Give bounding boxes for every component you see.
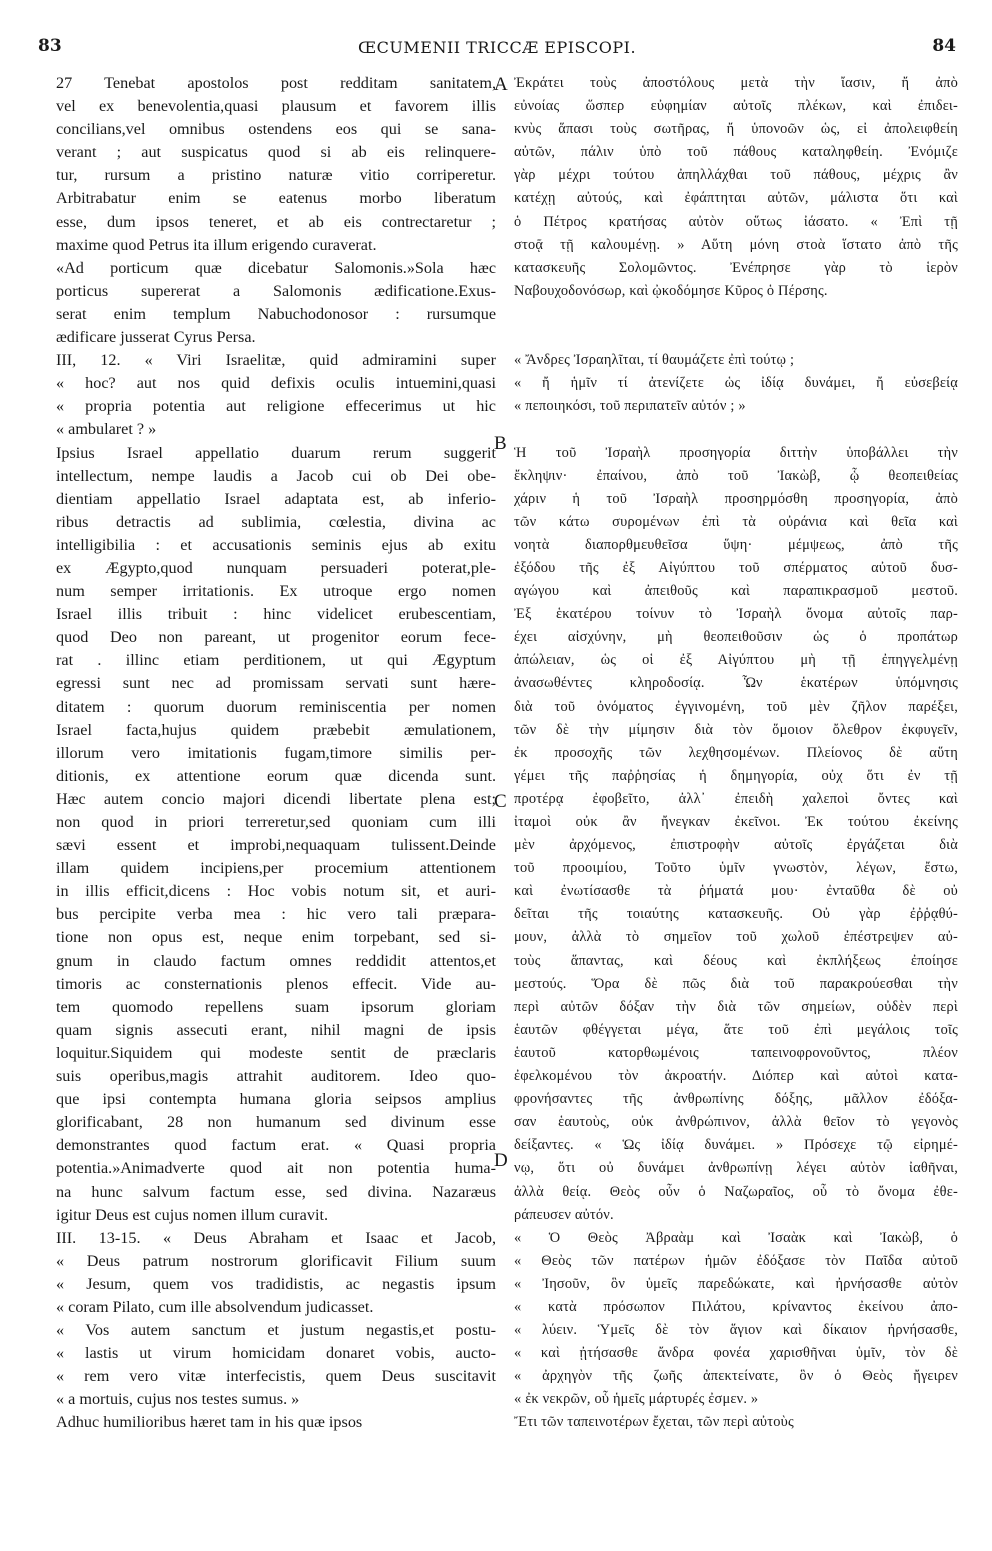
greek-text-line: ἀπώλειαν, ὡς οἱ ἐξ Αἰγύπτου μὴ τῇ ἐπηγγελμένῃ (514, 652, 958, 669)
greek-text-line: « Ἄνδρες Ἰσραηλῖται, τί θαυμάζετε ἐπὶ τούτῳ ; (514, 352, 795, 369)
latin-text-line: « Vos autem sanctum et justum negastis,et postu- (56, 1321, 496, 1340)
latin-text-line: ædificare jusserat Cyrus Persa. (56, 328, 256, 347)
greek-text-line: ἑαυτῶν φθέγγεται μέγα, ἅτε τοῦ ἐπὶ μεγάλοις τοῖς (514, 1021, 958, 1038)
greek-text-line: τῶν δὲ τὴν μίμησιν διὰ τὸν ὅμοιον ὄλεθρον ἐκφυγεῖν, (514, 721, 958, 738)
latin-text-line: Hæc autem concio majori dicendi libertate plena est; (56, 789, 496, 808)
greek-text-line: δείξαντες. « Ὡς ἰδίᾳ δυνάμει. » Πρόσεχε τῷ εἰρημέ- (514, 1137, 958, 1154)
greek-text-line: μουν, ἀλλὰ τὸ σημεῖον τοῦ χωλοῦ ἐπέστρεψεν αὐ- (514, 929, 958, 946)
latin-text-line: potentia.»Animadverte quod ait non potentia huma- (56, 1159, 496, 1178)
margin-marker-d: D (494, 1150, 508, 1171)
greek-text-line: κνὺς ἅπασι τοὺς σωτῆρας, ἤ ὑπονοῶν ὡς, εἰ ἀπολειφθείη (514, 121, 958, 138)
greek-text-line: χάριν ἡ τοῦ Ἰσραὴλ προσηρμόσθη προσηγορία, ἀπὸ (514, 490, 958, 507)
greek-text-line: ἔκληψιν· ἐπαίνου, ἀπὸ τοῦ Ἰακὼβ, ᾧ θεοπειθείας (514, 467, 958, 484)
latin-text-line: ditatem : quorum duorum reminiscentia per nomen (56, 697, 496, 716)
latin-text-line: intellectum, nempe laudis a Jacob cui ob Dei obe- (56, 466, 496, 485)
latin-text-line: esse, dum ipsos teneret, et ab eis contrectaretur ; (56, 212, 496, 231)
latin-text-line: bus percipite verba mea : hic vero tali præpara- (56, 905, 496, 924)
greek-text-line: « καὶ ᾐτήσασθε ἄνδρα φονέα χαρισθῆναι ὑμῖν, τὸν δὲ (514, 1345, 958, 1362)
latin-text-line: « ambularet ? » (56, 420, 157, 439)
latin-text-line: egressi sunt nec ad promissam servati sunt hære- (56, 674, 496, 693)
latin-text-line: Arbitrabatur enim se eatenus morbo liberatum (56, 189, 496, 208)
latin-text-line: na hunc salvum factum esse, sed divina. Nazaræus (56, 1182, 496, 1201)
greek-text-line: Ναβουχοδονόσωρ, καὶ ᾠκοδόμησε Κῦρος ὁ Πέρσης. (514, 282, 828, 299)
greek-text-line: « ἀρχηγὸν τῆς ζωῆς ἀπεκτείνατε, ὃν ὁ Θεὸς ἤγειρεν (514, 1368, 958, 1385)
greek-text-line: ἐξόδου τῆς ἐξ Αἰγύπτου τοῦ σπέρματος αὐτοῦ δυσ- (514, 559, 958, 576)
latin-text-line: serat enim templum Nabuchodonosor : rursumque (56, 304, 496, 323)
latin-text-line: timoris ac consternationis plenos effecit. Vide au- (56, 974, 496, 993)
page-number-right: 84 (932, 36, 956, 56)
greek-text-line: ἰταμοὶ οὐκ ἂν ἤνεγκαν ἐκεῖνοι. Ἐκ τούτου ἐκείνης (514, 814, 958, 830)
latin-text-line: non quod in priori terreretur,sed quoniam cum illi (56, 813, 496, 831)
latin-text-line: porticus supererat a Salomonis ædificatione.Exus- (56, 281, 496, 300)
latin-text-line: loquitur.Siquidem qui modeste sentit de præclaris (56, 1043, 496, 1062)
latin-text-line: « coram Pilato, cum ille absolvendum judicasset. (56, 1297, 374, 1316)
greek-text-line: Ἐξ ἑκατέρου τοίνυν τὸ Ἰσραὴλ ὄνομα αὐτοῖς παρ- (514, 606, 958, 623)
greek-text-line: « κατὰ πρόσωπον Πιλάτου, κρίναντος ἐκείνου ἀπο- (514, 1298, 958, 1315)
margin-marker-b: B (494, 433, 507, 454)
greek-text-line: στοᾷ τῇ καλουμένῃ. » Αὕτη μόνη στοὰ ἵστατο ἀπὸ τῆς (514, 236, 958, 253)
greek-text-line: καὶ ἐνωτίσασθε τὰ ῥήματά μου· ἐνταῦθα δὲ οὐ (514, 883, 958, 900)
latin-text-line: Ipsius Israel appellatio duarum rerum suggerit (56, 443, 496, 462)
greek-text-line: « ἤ ἡμῖν τί ἀτενίζετε ὡς ἰδίᾳ δυνάμει, ἤ εὐσεβείᾳ (514, 375, 958, 392)
greek-text-line: σαν ἑαυτοὺς, οὐκ ἀνθρώπινον, ἀλλὰ θεῖον τὸ γεγονὸς (514, 1114, 958, 1131)
greek-text-line: νοητὰ διαπορθμευθεῖσα ὕψη· μέμψεως, ἀπὸ τῆς (514, 536, 958, 553)
latin-text-line: « Deus patrum nostrorum glorificavit Filium suum (56, 1251, 496, 1270)
latin-text-line: demonstrantes quod factum erat. « Quasi propria (56, 1136, 496, 1155)
blank-line (514, 303, 958, 326)
latin-text-line: tione non opus est, neque enim torpebant, sed si- (56, 928, 496, 947)
greek-text-line: ράπευσεν αὐτόν. (514, 1206, 614, 1223)
latin-text-line: maxime quod Petrus ita illum erigendo curaverat. (56, 235, 377, 254)
running-title: ŒCUMENII TRICCÆ EPISCOPI. (357, 38, 637, 57)
greek-text-line: κατέχῃ αὐτούς, καὶ ἐφάπτηται αὐτῶν, μάλιστα ὅτι καὶ (514, 190, 958, 207)
greek-text-line: προτέρᾳ ἐφοβεῖτο, ἀλλ᾽ ἐπειδὴ χαλεποὶ ὄντες καὶ (514, 790, 958, 807)
latin-text-line: illorum vero imitationis fugam,timore similis per- (56, 743, 496, 762)
greek-text-line: τῶν κάτω συρομένων ἐπὶ τὰ οὐράνια καὶ θεῖα καὶ (514, 513, 958, 530)
greek-text-line: τοῦ προοιμίου, Τοῦτο ὑμῖν γνωστὸν, λέγων, ἔστω, (514, 860, 958, 877)
greek-text-line: Ἐκράτει τοὺς ἀποστόλους μετὰ τὴν ἴασιν, ἤ ἀπὸ (514, 75, 958, 91)
greek-text-line: νῳ, ὅτι οὐ δυνάμει ἀνθρωπίνῃ λέγει αὐτὸν ἰαθῆναι, (514, 1160, 958, 1177)
greek-text-line: « λύειν. Ὑμεῖς δὲ τὸν ἅγιον καὶ δίκαιον ἠρνήσασθε, (514, 1322, 958, 1339)
blank-line (514, 326, 958, 349)
greek-text-line: « Ἰησοῦν, ὃν ὑμεῖς παρεδώκατε, καὶ ἠρνήσασθε αὐτὸν (514, 1275, 958, 1292)
greek-text-line: γὰρ μέχρι τούτου ἀπηλλάχθαι τοῦ πάθους, μέχρις ἂν (514, 167, 958, 184)
greek-text-line: μὲν ἀρχόμενος, ἐπιστροφὴν αὐτοῖς ἐργάζεται διὰ (514, 837, 958, 854)
margin-marker-c: C (494, 791, 507, 812)
latin-text-line: illam quidem incipiens,per procemium attentionem (56, 859, 496, 878)
latin-text-line: III. 13-15. « Deus Abraham et Isaac et Jacob, (56, 1228, 496, 1247)
latin-text-line: ditionis, ex attentione eorum quæ dicenda sunt. (56, 766, 496, 785)
greek-text-line: αγώγου καὶ ἀπειθοῦς καὶ παραπικρασμοῦ μεστοῦ. (514, 583, 958, 600)
latin-text-line: ex Ægypto,quod nunquam persuaderi poterat,ple- (56, 558, 496, 577)
greek-text-line: έχει αἰσχύνην, μὴ θεοπειθοῦσιν ὡς ὁ προπάτωρ (514, 629, 958, 646)
page-header (38, 28, 956, 58)
latin-text-line: « propria potentia aut religione effecerimus ut hic (56, 397, 496, 416)
greek-text-line: Ἡ τοῦ Ἰσραὴλ προσηγορία διττὴν ὑποβάλλει τὴν (514, 444, 958, 461)
greek-text-line: ἀλλὰ θείᾳ. Θεὸς οὖν ὁ Ναζωραῖος, οὗ τὸ ὄνομα ἐθε- (514, 1183, 958, 1200)
latin-column (56, 72, 496, 1435)
greek-text-line: ἐφελκομένου τὸν ἀκροατήν. Διόπερ καὶ αὐτοὶ κατα- (514, 1068, 958, 1085)
latin-text-line: « a mortuis, cujus nos testes sumus. » (56, 1390, 300, 1409)
greek-text-line: περὶ αὐτῶν δόξαν τὴν διὰ τῶν σημείων, οὐδὲν περὶ (514, 998, 958, 1015)
latin-text-line: num semper irritationis. Ex utroque ergo nomen (56, 582, 496, 601)
greek-text-line: ἐκ προσοχῆς τῶν λεχθησομένων. Πλείονος δὲ αὕτη (514, 744, 958, 761)
latin-text-line: Adhuc humilioribus hæret tam in his quæ ipsos (56, 1413, 363, 1432)
latin-text-line: «Ad porticum quæ dicebatur Salomonis.»Sola hæc (56, 258, 496, 277)
greek-text-line: ἑαυτοῦ κατορθωμένοις ταπεινοφρονοῦντος, πλέον (514, 1044, 958, 1061)
greek-text-line: διὰ τοῦ ὀνόματος ἐγγινομένη, τοῦ μὲν ζῆλον παρέξει, (514, 698, 958, 715)
latin-text-line: intelligibilia : et accusationis seminis ejus ab exitu (56, 535, 496, 554)
greek-text-line: δεῖται τῆς τοιαύτης κατασκευῆς. Οὐ γὰρ ἐῤῥᾳθύ- (514, 906, 958, 923)
greek-column (514, 72, 958, 1435)
greek-text-line: « Θεὸς τῶν πατέρων ἡμῶν ἐδόξασε τὸν Παῖδα αὐτοῦ (514, 1252, 958, 1269)
latin-text-line: que ipsi contempta humana gloria seipsos amplius (56, 1090, 496, 1109)
greek-text-line: γέμει τῆς παῤῥησίας ἡ δημηγορία, οὐχ ὅτι ἐν τῇ (514, 767, 958, 784)
latin-text-line: vel ex benevolentia,quasi plausum et favorem illis (56, 97, 496, 116)
greek-text-line: Ἔτι τῶν ταπεινοτέρων ἔχεται, τῶν περὶ αὐτοὺς (514, 1414, 794, 1431)
latin-text-line: tur, rursum a pristino naturæ vitio corriperetur. (56, 166, 496, 185)
greek-text-line: τοὺς ἅπαντας, καὶ δέους καὶ ἐκπλήξεως ἐποίησε (514, 952, 958, 969)
page-number-left: 83 (38, 36, 62, 56)
latin-text-line: 27 Tenebat apostolos post redditam sanitatem, (56, 74, 496, 92)
latin-text-line: in illis efficit,dicens : Hoc vobis notum sit, et auri- (56, 882, 496, 901)
latin-text-line: quam signis assecuti erant, nihil magni de ipsis (56, 1020, 496, 1039)
latin-text-line: « Jesum, quem vos tradidistis, ac negastis ipsum (56, 1274, 496, 1293)
greek-text-line: « ἐκ νεκρῶν, οὗ ἡμεῖς μάρτυρές ἐσμεν. » (514, 1391, 759, 1408)
greek-text-line: εὐνοίας ὥσπερ εὐφημίαν αὐτοῖς πλέκων, καὶ ἐπιδει- (514, 98, 958, 115)
greek-text-line: μεστούς. Ὅρα δὲ πῶς διὰ τοῦ παρακρούεσθαι τὴν (514, 975, 958, 992)
latin-text-line: igitur Deus est cujus nomen illum curavit. (56, 1205, 328, 1224)
latin-text-line: suis operibus,magis attrahit auditorem. Ideo quo- (56, 1067, 496, 1086)
greek-text-line: κατασκευῆς Σολομῶντος. Ἐνέπρησε γὰρ τὸ ἱερὸν (514, 259, 958, 276)
latin-text-line: Israel illis tribuit : hinc videlicet erubescentiam, (56, 605, 496, 624)
margin-marker-a: A (494, 74, 508, 95)
blank-line (514, 418, 958, 441)
latin-text-line: ribus detractis ad sublimia, cœlestia, divina ac (56, 512, 496, 531)
greek-text-line: « πεποιηκόσι, τοῦ περιπατεῖν αὐτόν ; » (514, 398, 746, 415)
greek-text-line: ἀνασωθέντες κληροδοσίᾳ. Ὧν ἑκατέρων ὑπόμνησις (514, 675, 958, 692)
greek-text-line: αὐτῶν, πάλιν ὑπὸ τοῦ πάθους καταληφθείη. Ἐνόμιζε (514, 144, 958, 161)
latin-text-line: Israel facta,hujus quidem præbebit æmulationem, (56, 720, 496, 739)
latin-text-line: dientiam appellatio Israel adaptata est, ab inferio- (56, 489, 496, 508)
latin-text-line: sævi essent et improbi,nequaquam tulissent.Deinde (56, 836, 496, 855)
latin-text-line: concilians,vel omnibus ostendens eos qui se sana- (56, 120, 496, 139)
latin-text-line: « hoc? aut nos quid defixis oculis intuemini,quasi (56, 374, 496, 393)
latin-text-line: III, 12. « Viri Israelitæ, quid admiramini super (56, 351, 496, 370)
greek-text-line: « Ὁ Θεὸς Ἀβραὰμ καὶ Ἰσαὰκ καὶ Ἰακὼβ, ὁ (514, 1229, 958, 1246)
latin-text-line: gnum in claudo factum omnes reddidit attentos,et (56, 951, 496, 970)
latin-text-line: « rem vero vitæ interfecistis, quem Deus suscitavit (56, 1367, 496, 1386)
latin-text-line: glorificabant, 28 non humanum sed divinum esse (56, 1113, 496, 1132)
latin-text-line: tem quomodo repellens suam ipsorum gloriam (56, 997, 496, 1016)
latin-text-line: rat . illinc etiam perditionem, ut qui Ægyptum (56, 651, 496, 670)
greek-text-line: ὁ Πέτρος κρατήσας αὐτὸν οὕτως ἰάσατο. « Ἐπὶ τῇ (514, 213, 958, 230)
latin-text-line: quod Deo non pareant, ut progenitor eorum fece- (56, 628, 496, 647)
greek-text-line: φρονήσαντες τῆς ἀνθρωπίνης δόξης, μᾶλλον ἐδόξα- (514, 1091, 958, 1108)
latin-text-line: verant ; aut suspicatus quod si ab eis relinquere- (56, 143, 496, 162)
latin-text-line: « lastis ut virum homicidam donaret vobis, aucto- (56, 1344, 496, 1363)
